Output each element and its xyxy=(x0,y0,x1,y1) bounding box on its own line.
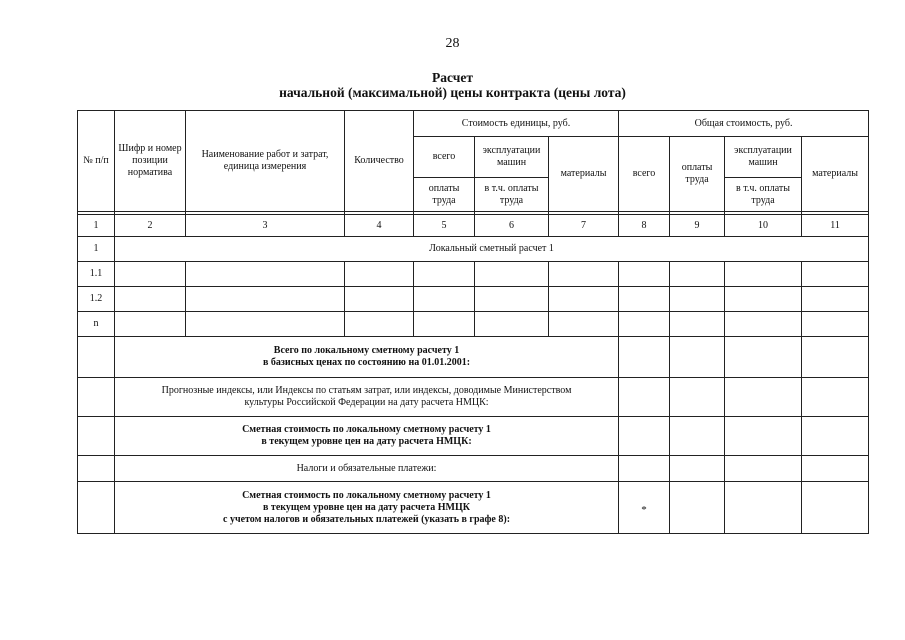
col-number: 7 xyxy=(549,215,619,237)
summary-final-row xyxy=(78,482,869,534)
col-number: 11 xyxy=(802,215,869,237)
header-unit-incl-labor: в т.ч. оплаты труда xyxy=(475,178,549,212)
col-number: 4 xyxy=(345,215,414,237)
header-name: Наименование работ и затрат, единица измерения xyxy=(186,111,345,212)
table-row xyxy=(78,287,869,312)
header-unit-machines: эксплуатации машин xyxy=(475,137,549,178)
header-unit-materials: материалы xyxy=(549,137,619,212)
col-number: 10 xyxy=(725,215,802,237)
header-total-total: всего xyxy=(619,137,670,212)
document-title xyxy=(0,70,905,100)
title-line-1: Расчет xyxy=(432,70,473,85)
header-total-machines: эксплуатации машин xyxy=(725,137,802,178)
header-num: № п/п xyxy=(78,111,115,212)
section-row xyxy=(78,237,869,262)
column-number-row xyxy=(78,215,869,237)
header-total-cost: Общая стоимость, руб. xyxy=(619,111,869,137)
col-number: 5 xyxy=(414,215,475,237)
section-title: Локальный сметный расчет 1 xyxy=(115,237,869,262)
table-row xyxy=(78,262,869,287)
summary-taxes-label: Налоги и обязательные платежи: xyxy=(115,456,619,482)
table-row xyxy=(78,312,869,337)
price-calculation-table xyxy=(77,110,869,534)
header-unit-total: всего xyxy=(414,137,475,178)
header-unit-cost: Стоимость единицы, руб. xyxy=(414,111,619,137)
row-number: 1.1 xyxy=(78,262,115,287)
summary-final-label: Сметная стоимость по локальному сметному расчету 1 в текущем уровне цен на дату расчета НМЦК с учетом налогов и обязательных платежей (указать в графе 8): xyxy=(115,482,619,534)
header-total-incl-labor: в т.ч. оплаты труда xyxy=(725,178,802,212)
col-number: 3 xyxy=(186,215,345,237)
title-line-2: начальной (максимальной) цены контракта (цены лота) xyxy=(279,85,626,100)
summary-indices-row xyxy=(78,378,869,417)
summary-taxes-row xyxy=(78,456,869,482)
summary-current-label: Сметная стоимость по локальному сметному расчету 1 в текущем уровне цен на дату расчета НМЦК: xyxy=(115,417,619,456)
col-number: 1 xyxy=(78,215,115,237)
row-number: 1.2 xyxy=(78,287,115,312)
header-total-materials: материалы xyxy=(802,137,869,212)
header-quantity: Количество xyxy=(345,111,414,212)
summary-current-row xyxy=(78,417,869,456)
header-unit-labor: оплаты труда xyxy=(414,178,475,212)
header-code: Шифр и номер позиции норматива xyxy=(115,111,186,212)
summary-base-row xyxy=(78,337,869,378)
final-mark: * xyxy=(641,504,647,516)
col-number: 2 xyxy=(115,215,186,237)
summary-indices-label: Прогнозные индексы, или Индексы по статьям затрат, или индексы, доводимые Министерством культуры Российской Федерации на дату расчета НМЦК: xyxy=(115,378,619,417)
page-number: 28 xyxy=(445,36,460,51)
col-number: 8 xyxy=(619,215,670,237)
header-total-labor: оплаты труда xyxy=(670,137,725,212)
row-number: n xyxy=(78,312,115,337)
summary-base-label: Всего по локальному сметному расчету 1 в базисных ценах по состоянию на 01.01.2001: xyxy=(115,337,619,378)
col-number: 9 xyxy=(670,215,725,237)
col-number: 6 xyxy=(475,215,549,237)
section-number: 1 xyxy=(78,237,115,262)
